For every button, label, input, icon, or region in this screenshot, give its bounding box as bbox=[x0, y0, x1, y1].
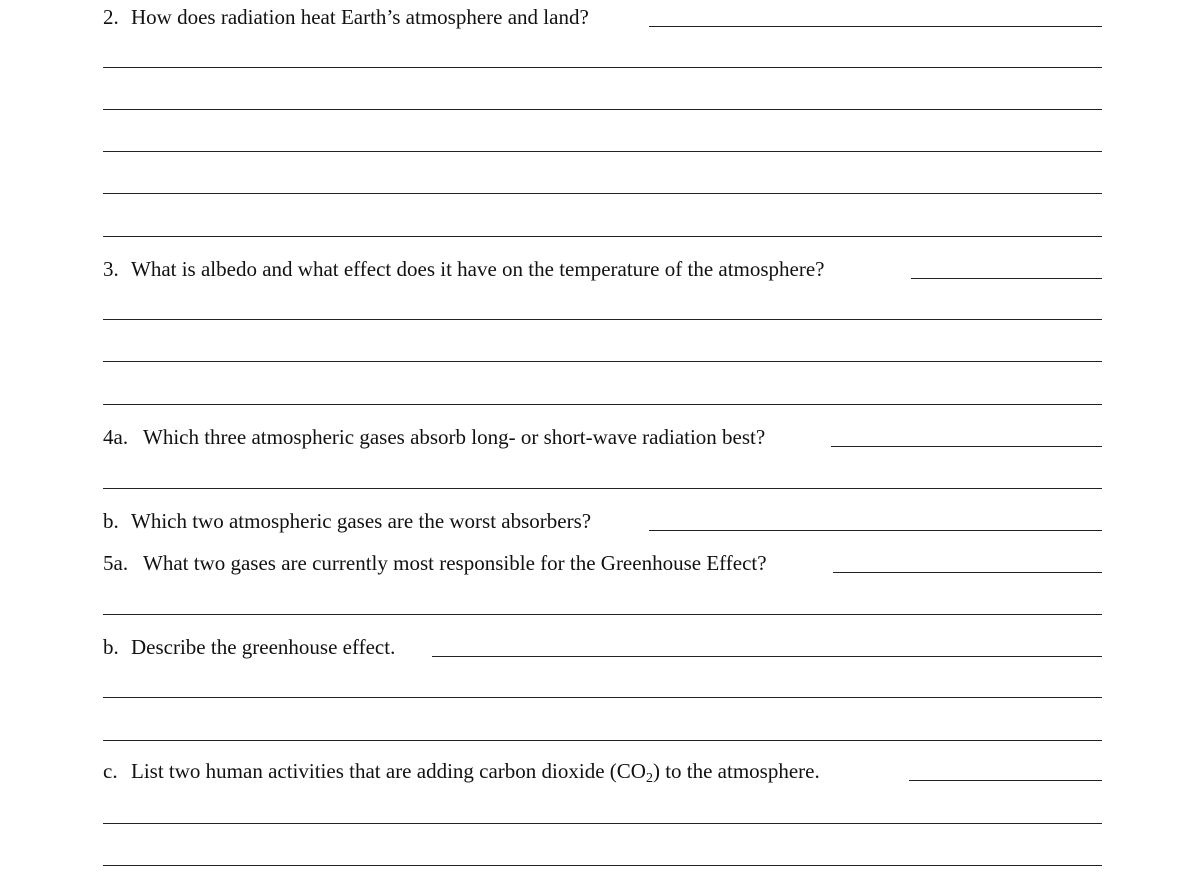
question-4a-text: Which three atmospheric gases absorb long- or short-wave radiation best? bbox=[143, 425, 766, 449]
question-5c-number: c. bbox=[103, 759, 118, 783]
answer-line-q5a-inline[interactable] bbox=[833, 572, 1102, 573]
question-4a-number: 4a. bbox=[103, 425, 129, 449]
question-3-number: 3. bbox=[103, 257, 119, 281]
answer-line-q2-3[interactable] bbox=[103, 151, 1102, 152]
answer-line-q2-5[interactable] bbox=[103, 236, 1102, 237]
question-5c bbox=[103, 759, 820, 786]
answer-line-q5b-inline[interactable] bbox=[432, 656, 1102, 657]
question-5a-number: 5a. bbox=[103, 551, 129, 575]
question-5c-subscript: 2 bbox=[645, 771, 653, 786]
answer-line-q2-1[interactable] bbox=[103, 67, 1102, 68]
question-5b-text: Describe the greenhouse effect. bbox=[131, 635, 396, 659]
question-5c-text-after: ) to the atmosphere. bbox=[652, 759, 820, 783]
answer-line-q3-1[interactable] bbox=[103, 319, 1102, 320]
question-5b-number: b. bbox=[103, 635, 119, 659]
question-3-text: What is albedo and what effect does it have on the temperature of the atmosphere? bbox=[131, 257, 825, 281]
answer-line-q3-inline[interactable] bbox=[911, 278, 1102, 279]
answer-line-q3-2[interactable] bbox=[103, 361, 1102, 362]
question-2-text: How does radiation heat Earth’s atmosphere and land? bbox=[131, 5, 589, 29]
answer-line-q5b-2[interactable] bbox=[103, 740, 1102, 741]
question-5c-text-before: List two human activities that are adding carbon dioxide (CO bbox=[131, 759, 646, 783]
question-5a bbox=[103, 551, 767, 575]
answer-line-q5c-2[interactable] bbox=[103, 865, 1102, 866]
question-5c-text bbox=[131, 759, 820, 786]
question-4b bbox=[103, 509, 591, 533]
answer-line-q4b-inline[interactable] bbox=[649, 530, 1102, 531]
question-2 bbox=[103, 5, 589, 29]
question-4b-text: Which two atmospheric gases are the worst absorbers? bbox=[131, 509, 592, 533]
answer-line-q5b-1[interactable] bbox=[103, 697, 1102, 698]
answer-line-q3-3[interactable] bbox=[103, 404, 1102, 405]
answer-line-q4a-1[interactable] bbox=[103, 488, 1102, 489]
answer-line-q4a-inline[interactable] bbox=[831, 446, 1102, 447]
question-5a-text: What two gases are currently most responsible for the Greenhouse Effect? bbox=[143, 551, 767, 575]
answer-line-q2-2[interactable] bbox=[103, 109, 1102, 110]
question-3 bbox=[103, 257, 825, 281]
question-4a bbox=[103, 425, 765, 449]
question-2-number: 2. bbox=[103, 5, 119, 29]
answer-line-q5a-1[interactable] bbox=[103, 614, 1102, 615]
answer-line-q5c-inline[interactable] bbox=[909, 780, 1102, 781]
question-5b bbox=[103, 635, 395, 659]
question-4b-number: b. bbox=[103, 509, 119, 533]
answer-line-q5c-1[interactable] bbox=[103, 823, 1102, 824]
answer-line-q2-inline[interactable] bbox=[649, 26, 1102, 27]
answer-line-q2-4[interactable] bbox=[103, 193, 1102, 194]
